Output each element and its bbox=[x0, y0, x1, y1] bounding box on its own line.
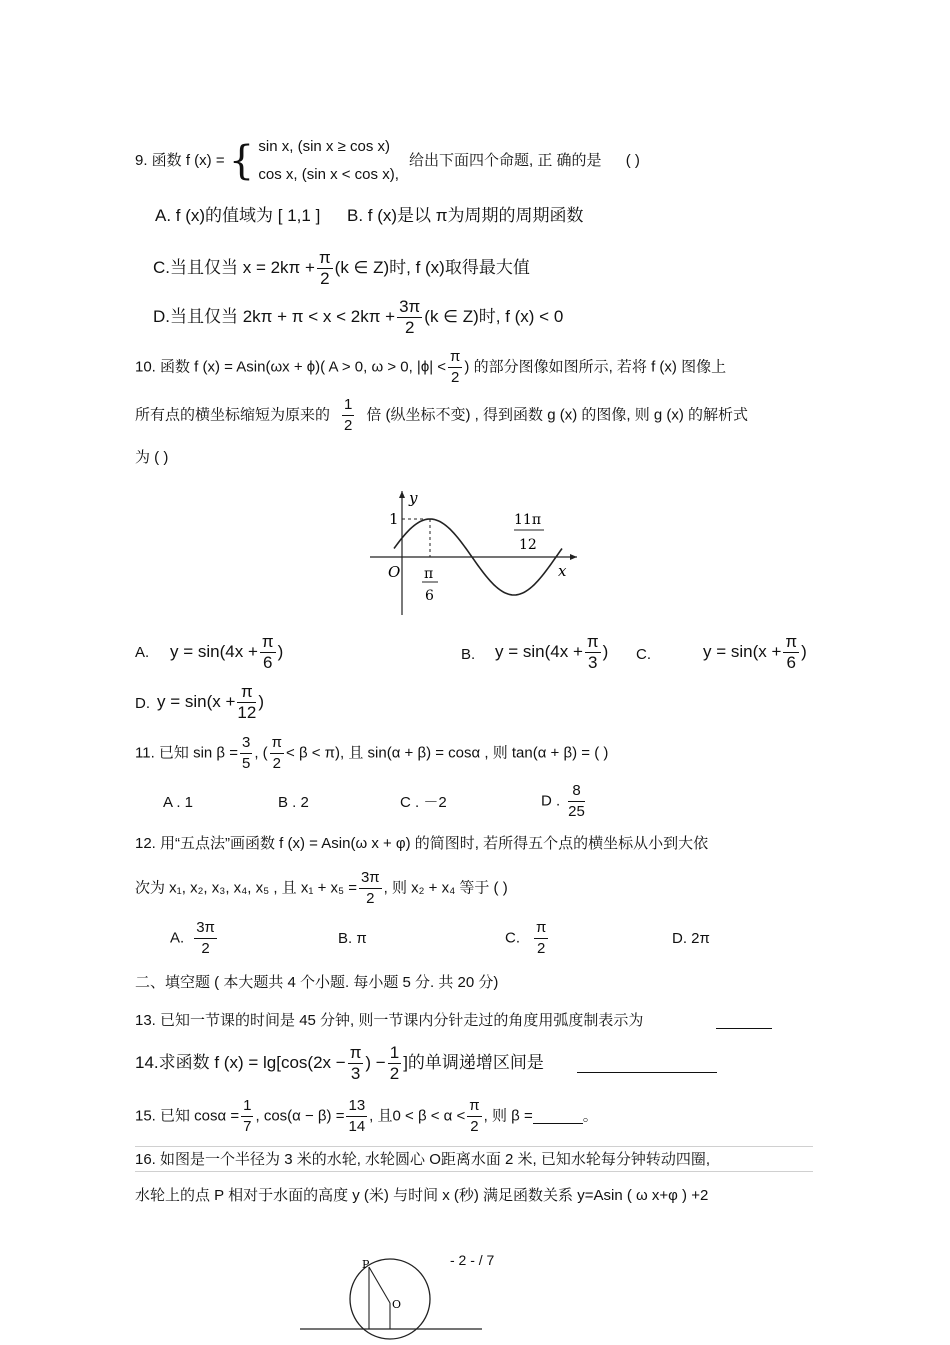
fraction bbox=[359, 868, 382, 909]
q10-option-a-pre: y = sin(4x + bbox=[170, 641, 258, 661]
q11-option-c: C . －2 bbox=[400, 794, 447, 811]
fraction bbox=[388, 1043, 401, 1084]
q11-pre: 11. 已知 sin β = bbox=[135, 744, 238, 762]
q10-line1 bbox=[135, 347, 726, 388]
numerator: π bbox=[318, 248, 331, 267]
denominator: 2 bbox=[537, 940, 546, 957]
numerator: π bbox=[467, 1096, 481, 1117]
q10-option-c-pre: y = sin(x + bbox=[703, 641, 782, 661]
q15-mid2: , 且0 < β < α < bbox=[369, 1107, 466, 1125]
fraction bbox=[534, 918, 548, 959]
q16-line1: 16. 如图是一个半径为 3 米的水轮, 水轮圆心 O距离水面 2 米, 已知水轮每分钟转动四圈, bbox=[135, 1151, 711, 1168]
q9-option-c-post: (k ∈ Z)时, f (x)取得最大值 bbox=[334, 257, 530, 277]
q10-option-b-pre: y = sin(4x + bbox=[495, 641, 583, 661]
q14-pre: 14.求函数 f (x) = lg[cos(2x − bbox=[135, 1052, 346, 1072]
q10-option-d-post: ) bbox=[258, 691, 265, 711]
denominator: 5 bbox=[241, 755, 251, 772]
fraction bbox=[194, 918, 217, 959]
fraction bbox=[346, 1096, 367, 1137]
q10-line2-post: 倍 (纵坐标不变) , 得到函数 g (x) 的图像, 则 g (x) 的解析式 bbox=[366, 406, 749, 424]
q12-option-c bbox=[505, 918, 550, 959]
water-wheel-figure bbox=[298, 1255, 488, 1340]
numerator: 1 bbox=[241, 1096, 253, 1117]
q14-mid: ) − bbox=[365, 1052, 386, 1072]
section-heading: 二、填空题 ( 本大题共 4 个小题. 每小题 5 分. 共 20 分) bbox=[135, 974, 499, 991]
q16-line2: 水轮上的点 P 相对于水面的高度 y (米) 与时间 x (秒) 满足函数关系 y=Asin ( ω x+φ ) +2 bbox=[135, 1187, 709, 1204]
denominator: 3 bbox=[350, 1064, 361, 1083]
fraction bbox=[240, 733, 252, 774]
denominator: 3 bbox=[588, 653, 598, 672]
x-axis-label: x bbox=[558, 562, 567, 580]
q10-option-c-post: ) bbox=[801, 641, 807, 661]
q11-option-d-pre: D . bbox=[541, 792, 561, 810]
numerator: 3π bbox=[399, 297, 421, 316]
divider bbox=[135, 1171, 813, 1172]
denominator: 2 bbox=[404, 318, 415, 337]
numerator: 3π bbox=[194, 918, 217, 939]
brace-symbol: { bbox=[228, 138, 255, 184]
q9-stem bbox=[135, 133, 640, 184]
q13-text: 13. 已知一节课的时间是 45 分钟, 则一节课内分针走过的角度用弧度制表示为 bbox=[135, 1012, 644, 1029]
y-axis-arrow-icon bbox=[399, 491, 405, 498]
q12-option-c-label: C. bbox=[505, 929, 520, 947]
q12-option-a bbox=[170, 918, 219, 959]
denominator: 2 bbox=[451, 369, 460, 386]
q10-option-c-label: C. bbox=[636, 646, 651, 663]
q9-case2: cos x, (sin x < cos x), bbox=[258, 166, 399, 183]
radius-line bbox=[369, 1267, 390, 1303]
x-axis-arrow-icon bbox=[570, 554, 577, 560]
q12-option-d: D. 2π bbox=[672, 930, 710, 947]
q10-line2 bbox=[135, 395, 748, 436]
denominator: 12 bbox=[237, 703, 257, 722]
pi-over-6-num: π bbox=[424, 566, 434, 582]
numerator: π bbox=[586, 632, 599, 651]
denominator: 2 bbox=[389, 1064, 400, 1083]
q10-option-b-post: ) bbox=[602, 641, 609, 661]
denominator: 14 bbox=[348, 1118, 366, 1135]
numerator: π bbox=[237, 682, 256, 703]
q10-line1-post: ) 的部分图像如图所示, 若将 f (x) 图像上 bbox=[464, 358, 727, 376]
numerator: 13 bbox=[346, 1096, 367, 1117]
q10-option-a-post: ) bbox=[277, 641, 284, 661]
q11-option-b: B . 2 bbox=[278, 794, 309, 811]
numerator: π bbox=[349, 1043, 362, 1062]
numerator: π bbox=[785, 632, 798, 651]
denominator: 2 bbox=[470, 1118, 479, 1135]
fraction bbox=[237, 682, 256, 723]
fraction bbox=[467, 1096, 481, 1137]
q12-line2-pre: 次为 x₁, x₂, x₃, x₄, x₅ , 且 x₁ + x₅ = bbox=[135, 879, 357, 897]
q10-option-a-label: A. bbox=[135, 644, 150, 661]
q11-mid: , ( bbox=[254, 744, 268, 762]
q15-end: 。 bbox=[582, 1107, 598, 1125]
q10-line3: 为 ( ) bbox=[135, 449, 169, 466]
numerator: 8 bbox=[568, 781, 585, 802]
numerator: π bbox=[261, 632, 274, 651]
fraction bbox=[260, 632, 276, 673]
point-p-label: P bbox=[362, 1258, 370, 1271]
q12-line2 bbox=[135, 868, 508, 909]
denominator: 2 bbox=[366, 890, 375, 907]
q15-pre: 15. 已知 cosα = bbox=[135, 1107, 240, 1125]
q11-stem bbox=[135, 733, 608, 774]
numerator: 3 bbox=[240, 733, 252, 754]
fraction bbox=[342, 395, 354, 436]
y-axis-label: y bbox=[409, 489, 418, 507]
fraction bbox=[348, 1043, 364, 1084]
divider bbox=[135, 1146, 813, 1147]
numerator: 1 bbox=[389, 1043, 400, 1062]
denominator: 25 bbox=[568, 803, 585, 820]
center-o-label: O bbox=[392, 1298, 402, 1311]
q14-text bbox=[135, 1043, 544, 1084]
numerator: 3π bbox=[359, 868, 382, 889]
q9-lead: 9. 函数 f (x) = bbox=[135, 152, 225, 169]
fraction bbox=[448, 347, 462, 388]
denominator: 2 bbox=[201, 940, 210, 957]
q12-option-a-label: A. bbox=[170, 929, 185, 947]
pi-over-6-den: 6 bbox=[425, 588, 434, 604]
q9-option-d bbox=[153, 297, 563, 338]
fraction bbox=[241, 1096, 253, 1137]
denominator: 6 bbox=[786, 653, 797, 672]
denominator: 2 bbox=[272, 755, 282, 772]
q15-mid1: , cos(α − β) = bbox=[255, 1107, 345, 1125]
answer-paren: ( ) bbox=[625, 152, 640, 169]
q10-sine-graph bbox=[362, 485, 592, 620]
q14-answer-blank[interactable] bbox=[577, 1072, 717, 1073]
denominator: 7 bbox=[243, 1118, 252, 1135]
q9-option-b: B. f (x)是以 π为周期的周期函数 bbox=[347, 206, 584, 225]
denominator: 6 bbox=[263, 653, 273, 672]
q9-option-d-pre: D.当且仅当 2kπ + π < x < 2kπ + bbox=[153, 306, 396, 326]
eleven-pi-num: 11π bbox=[514, 512, 542, 528]
q12-line1: 12. 用“五点法”画函数 f (x) = Asin(ω x + φ) 的简图时, 若所得五个点的横坐标从小到大依 bbox=[135, 835, 709, 852]
q10-line1-pre: 10. 函数 f (x) = Asin(ωx + ϕ)( A > 0, ω > 0, |ϕ| < bbox=[135, 358, 447, 376]
page-number: - 2 - / 7 bbox=[450, 1252, 495, 1268]
denominator: 2 bbox=[344, 417, 353, 434]
q10-option-d bbox=[157, 682, 264, 723]
max-value-label: 1 bbox=[389, 510, 399, 528]
q9-case1: sin x, (sin x ≥ cos x) bbox=[258, 138, 390, 155]
q10-line2-pre: 所有点的横坐标缩短为原来的 bbox=[135, 406, 331, 424]
q10-option-a bbox=[170, 632, 283, 673]
q13-answer-blank[interactable] bbox=[716, 1028, 772, 1029]
q10-option-d-label: D. bbox=[135, 695, 150, 712]
fraction bbox=[568, 781, 585, 822]
eleven-pi-den: 12 bbox=[519, 537, 537, 553]
numerator: π bbox=[270, 733, 284, 754]
numerator: π bbox=[448, 347, 462, 368]
numerator: π bbox=[534, 918, 548, 939]
q15-post: , 则 β = bbox=[483, 1107, 533, 1125]
q10-option-d-pre: y = sin(x + bbox=[157, 691, 236, 711]
q9-question: 给出下面四个命题, 正 确的是 bbox=[409, 152, 602, 169]
q10-option-b bbox=[495, 632, 608, 673]
fraction bbox=[585, 632, 601, 673]
q9-option-c-pre: C.当且仅当 x = 2kπ + bbox=[153, 257, 315, 277]
fraction bbox=[397, 297, 422, 338]
q9-option-d-post: (k ∈ Z)时, f (x) < 0 bbox=[424, 306, 564, 326]
q11-option-a: A . 1 bbox=[163, 794, 194, 811]
q15-answer-blank[interactable] bbox=[533, 1109, 583, 1124]
origin-label: O bbox=[388, 563, 401, 581]
numerator: 1 bbox=[342, 395, 354, 416]
q9-option-a: A. f (x)的值域为 [ 1,1 ] bbox=[155, 206, 321, 225]
q15-text bbox=[135, 1096, 598, 1137]
q11-post: < β < π), 且 sin(α + β) = cosα , 则 tan(α + β) = ( ) bbox=[286, 744, 609, 762]
q12-option-b: B. π bbox=[338, 930, 367, 947]
q11-option-d bbox=[541, 781, 587, 822]
fraction bbox=[270, 733, 284, 774]
q14-post: ]的单调递增区间是 bbox=[403, 1052, 544, 1072]
q9-option-c bbox=[153, 248, 530, 289]
denominator: 2 bbox=[320, 269, 330, 288]
q10-option-b-label: B. bbox=[461, 646, 476, 663]
q9-piecewise bbox=[258, 133, 398, 189]
fraction bbox=[783, 632, 799, 673]
q12-line2-post: , 则 x₂ + x₄ 等于 ( ) bbox=[383, 879, 508, 897]
fraction bbox=[317, 248, 333, 289]
q10-option-c bbox=[703, 632, 807, 673]
